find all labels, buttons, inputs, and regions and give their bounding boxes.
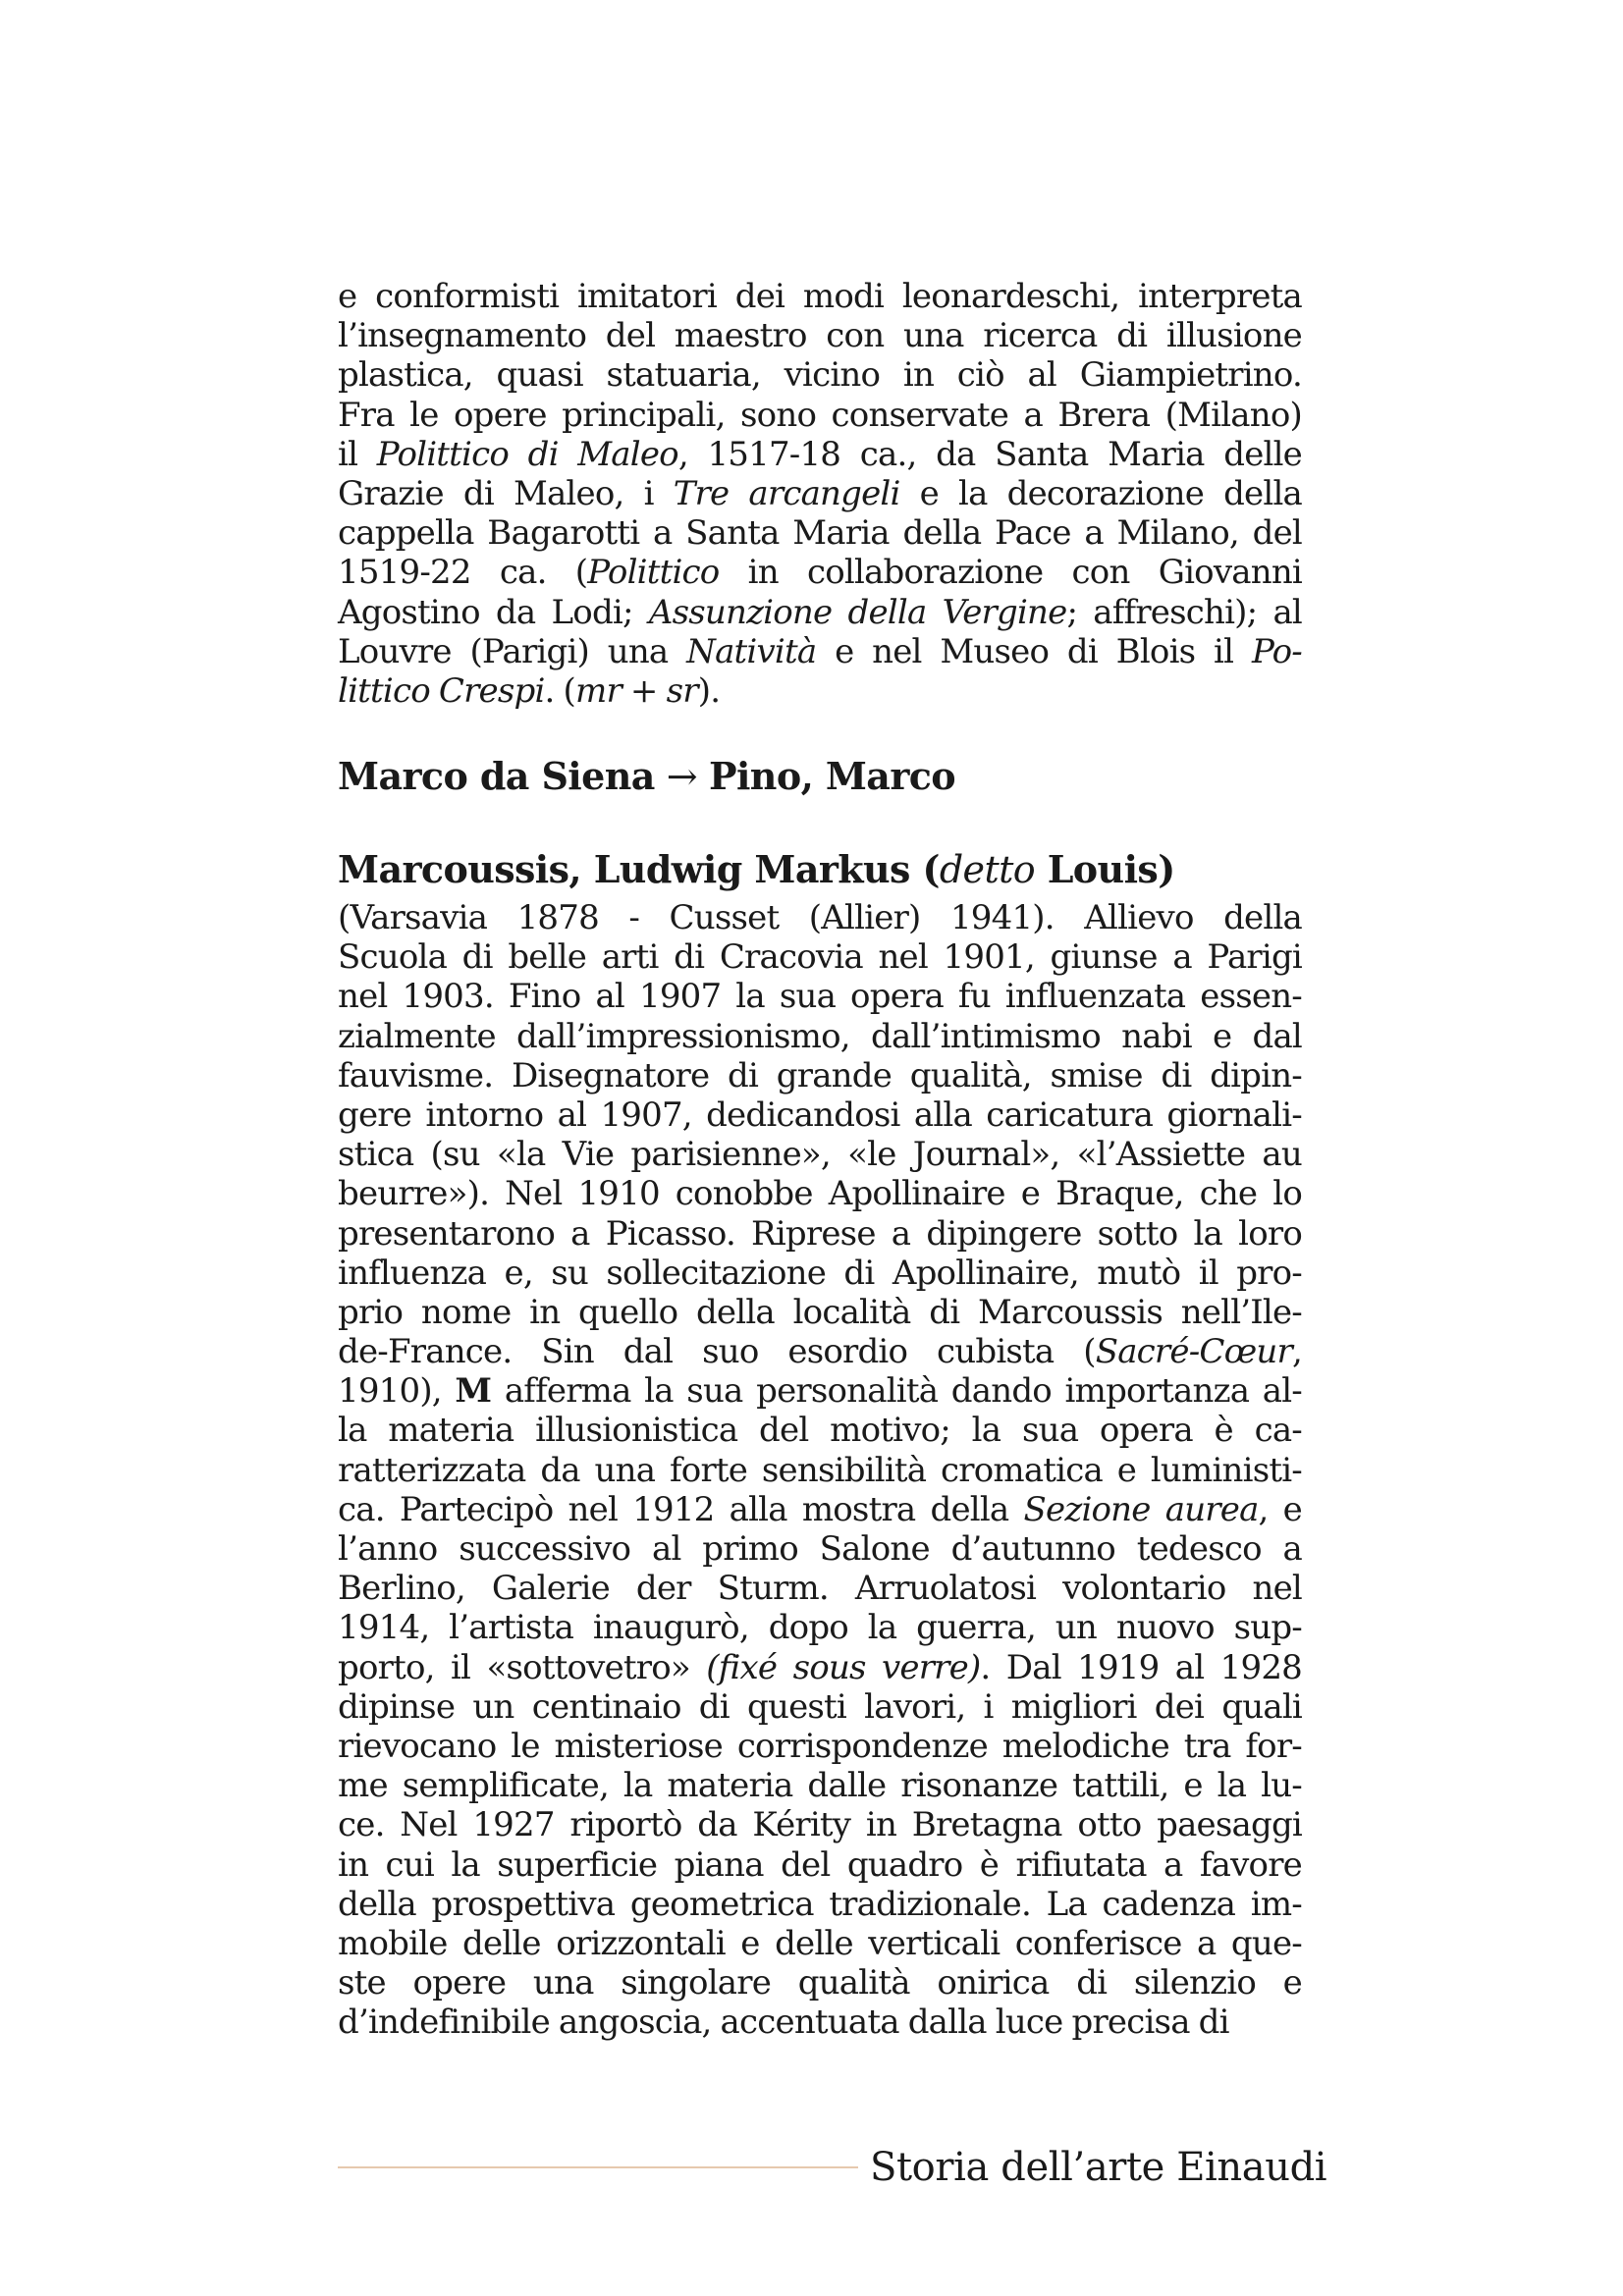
text-run: ; affreschi); al bbox=[1066, 592, 1302, 632]
text-line bbox=[338, 316, 1302, 355]
entry-heading-name: Marcoussis, Ludwig Markus ( bbox=[338, 847, 940, 891]
text-run: della prospettiva geometrica tradizionale. La cadenza im- bbox=[338, 1884, 1302, 1924]
text-run: presentarono a Picasso. Riprese a dipingere sotto la loro bbox=[338, 1213, 1302, 1254]
text-line bbox=[338, 1254, 1302, 1293]
text-run: la materia illusionistica del motivo; la sua opera è ca- bbox=[338, 1411, 1302, 1451]
text-run: e conformisti imitatori dei modi leonardeschi, interpreta bbox=[338, 277, 1302, 316]
text-run: , e bbox=[1258, 1489, 1302, 1529]
text-line bbox=[338, 1727, 1302, 1766]
text-run: afferma la sua personalità dando importanza al- bbox=[491, 1371, 1302, 1412]
text-run: ce. Nel 1927 riportò da Kérity in Bretagna otto paesaggi bbox=[338, 1805, 1302, 1845]
text-line bbox=[338, 937, 1302, 977]
entry-heading-alias: Louis) bbox=[1035, 847, 1175, 891]
text-line bbox=[338, 1885, 1302, 1924]
text-line bbox=[338, 435, 1302, 474]
italic-text: Po- bbox=[1251, 631, 1302, 671]
text-run: e la decorazione della bbox=[899, 473, 1302, 513]
text-line bbox=[338, 1451, 1302, 1490]
text-run: l’anno successivo al primo Salone d’autunno tedesco a bbox=[338, 1529, 1302, 1569]
text-run: . ( bbox=[544, 670, 576, 711]
text-line bbox=[338, 632, 1302, 671]
text-run: ). bbox=[697, 670, 721, 711]
italic-text: Sacré-Cœur bbox=[1095, 1332, 1292, 1372]
text-run: Grazie di Maleo, i bbox=[338, 473, 674, 513]
text-run: fauvisme. Disegnatore di grande qualità, smise di dipin- bbox=[338, 1055, 1302, 1095]
text-run: . Dal 1919 al 1928 bbox=[980, 1647, 1302, 1687]
text-line bbox=[338, 474, 1302, 513]
text-run: Berlino, Galerie der Sturm. Arruolatosi volontario nel bbox=[338, 1569, 1302, 1609]
italic-text: Assunzione della Vergine bbox=[648, 592, 1067, 632]
text-run: cappella Bagarotti a Santa Maria della Pace a Milano, del bbox=[338, 513, 1302, 554]
italic-text: Polittico di Maleo bbox=[376, 434, 678, 474]
text-line bbox=[338, 553, 1302, 592]
text-line bbox=[338, 1332, 1302, 1371]
italic-text: Tre arcangeli bbox=[673, 473, 900, 513]
paragraph-marcoussis-biography bbox=[338, 898, 1302, 2042]
italic-text: littico Crespi bbox=[338, 670, 545, 711]
text-run: de-France. Sin dal suo esordio cubista ( bbox=[338, 1332, 1096, 1372]
text-line bbox=[338, 1214, 1302, 1254]
text-run: Scuola di belle arti di Cracovia nel 1901, giunse a Parigi bbox=[338, 937, 1302, 978]
text-line bbox=[338, 1924, 1302, 1963]
footer-publication-title: Storia dell’arte Einaudi bbox=[870, 2145, 1327, 2190]
text-line bbox=[338, 1411, 1302, 1450]
text-run: in cui la superficie piana del quadro è rifiutata a favore bbox=[338, 1844, 1302, 1885]
text-run: l’insegnamento del maestro con una ricerca di illusione bbox=[338, 316, 1302, 356]
text-run: me semplificate, la materia dalle risonanze tattili, e la lu- bbox=[338, 1766, 1302, 1806]
entry-heading-marco-da-siena bbox=[338, 753, 1302, 800]
text-line bbox=[338, 1490, 1302, 1529]
text-line bbox=[338, 1095, 1302, 1135]
text-line bbox=[338, 898, 1302, 937]
text-line bbox=[338, 355, 1302, 395]
italic-text: (fixé sous verre) bbox=[706, 1647, 981, 1687]
text-run: dipinse un centinaio di questi lavori, i migliori dei quali bbox=[338, 1686, 1302, 1727]
text-run: (Varsavia 1878 - Cusset (Allier) 1941). Allievo della bbox=[338, 898, 1302, 937]
text-line bbox=[338, 1174, 1302, 1213]
text-run: nel 1903. Fino al 1907 la sua opera fu influenzata essen- bbox=[338, 977, 1302, 1017]
text-line bbox=[338, 1056, 1302, 1095]
bold-text: M bbox=[455, 1371, 492, 1412]
cross-reference-target[interactable]: Pino, Marco bbox=[709, 754, 956, 798]
text-line bbox=[338, 593, 1302, 632]
text-run: porto, il «sottovetro» bbox=[338, 1647, 707, 1687]
text-line bbox=[338, 1687, 1302, 1727]
entry-heading-italic: detto bbox=[939, 848, 1036, 891]
text-line bbox=[338, 513, 1302, 553]
text-line bbox=[338, 1293, 1302, 1332]
text-line bbox=[338, 1569, 1302, 1608]
entry-heading-marcoussis bbox=[338, 846, 1302, 893]
text-line bbox=[338, 1135, 1302, 1174]
text-line bbox=[338, 1529, 1302, 1569]
text-run: 1914, l’artista inaugurò, dopo la guerra, un nuovo sup- bbox=[338, 1608, 1302, 1648]
cross-reference-arrow-icon: → bbox=[666, 755, 697, 798]
text-line bbox=[338, 671, 1302, 711]
entry-heading-name: Marco da Siena bbox=[338, 754, 655, 798]
text-run: d’indefinibile angoscia, accentuata dalla luce precisa di bbox=[338, 2002, 1229, 2043]
text-run: , 1517-18 ca., da Santa Maria delle bbox=[677, 434, 1302, 474]
text-line bbox=[338, 277, 1302, 316]
text-line bbox=[338, 1766, 1302, 1805]
text-run: prio nome in quello della località di Marcoussis nell’Ile- bbox=[338, 1292, 1302, 1332]
text-run: rievocano le misteriose corrispondenze melodiche tra for- bbox=[338, 1726, 1302, 1766]
text-run: Agostino da Lodi; bbox=[338, 592, 649, 632]
italic-text: Polittico bbox=[587, 553, 720, 593]
text-run: 1910), bbox=[338, 1371, 456, 1412]
text-run: influenza e, su sollecitazione di Apollinaire, mutò il pro- bbox=[338, 1253, 1302, 1293]
text-run: , bbox=[1291, 1332, 1302, 1372]
text-line bbox=[338, 1017, 1302, 1056]
text-run: 1519-22 ca. ( bbox=[338, 553, 588, 593]
text-run: stica (su «la Vie parisienne», «le Journal», «l’Assiette au bbox=[338, 1135, 1302, 1175]
text-run: zialmente dall’impressionismo, dall’intimismo nabi e dal bbox=[338, 1016, 1302, 1056]
text-line bbox=[338, 1963, 1302, 2002]
text-line bbox=[338, 1371, 1302, 1411]
italic-text: Natività bbox=[686, 631, 817, 671]
text-run: ratterizzata da una forte sensibilità cromatica e luministi- bbox=[338, 1450, 1302, 1490]
text-line bbox=[338, 1845, 1302, 1885]
text-line bbox=[338, 1608, 1302, 1647]
text-run: il bbox=[338, 434, 377, 474]
text-run: Fra le opere principali, sono conservate a Brera (Milano) bbox=[338, 395, 1302, 435]
text-line bbox=[338, 1805, 1302, 1844]
text-line bbox=[338, 977, 1302, 1016]
text-run: gere intorno al 1907, dedicandosi alla caricatura giornali- bbox=[338, 1095, 1302, 1135]
text-run: e nel Museo di Blois il bbox=[816, 631, 1252, 671]
footer-rule bbox=[338, 2166, 858, 2168]
text-run: ca. Partecipò nel 1912 alla mostra della bbox=[338, 1489, 1024, 1529]
text-run: mobile delle orizzontali e delle verticali conferisce a que- bbox=[338, 1923, 1302, 1963]
text-run: Louvre (Parigi) una bbox=[338, 631, 687, 671]
italic-text: Sezione aurea bbox=[1023, 1489, 1259, 1529]
text-line bbox=[338, 1648, 1302, 1687]
text-line bbox=[338, 396, 1302, 435]
text-run: plastica, quasi statuaria, vicino in ciò al Giampietrino. bbox=[338, 355, 1302, 396]
paragraph-continued bbox=[338, 277, 1302, 711]
text-run: in collaborazione con Giovanni bbox=[719, 553, 1302, 593]
text-line bbox=[338, 2002, 1302, 2042]
text-run: beurre»). Nel 1910 conobbe Apollinaire e Braque, che lo bbox=[338, 1174, 1302, 1214]
text-run: ste opere una singolare qualità onirica di silenzio e bbox=[338, 1963, 1302, 2003]
italic-text: mr + sr bbox=[575, 670, 698, 711]
